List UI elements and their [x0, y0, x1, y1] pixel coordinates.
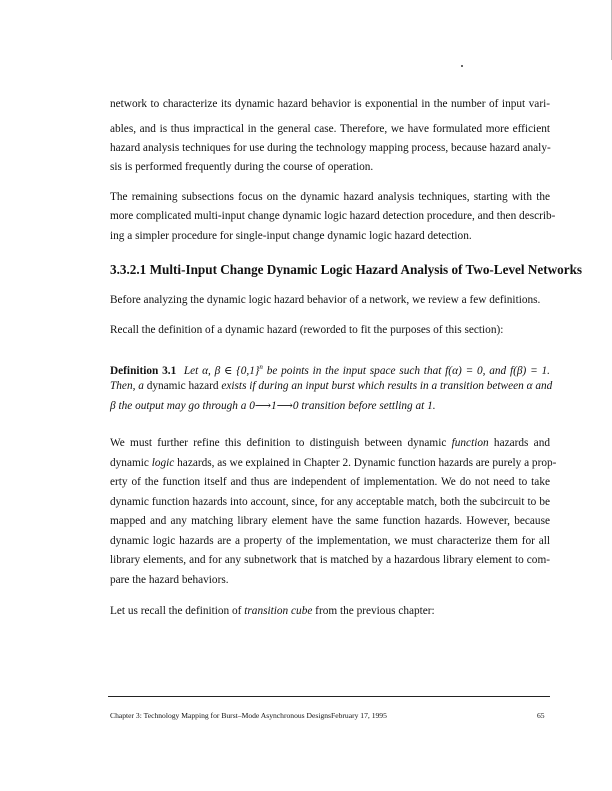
paragraph2-line: The remaining subsections focus on the dynamic hazard analysis techniques, starting with the — [110, 191, 550, 203]
footer-text: Chapter 3: Technology Mapping for Burst–Mode Asynchronous DesignsFebruary 17, 1995 — [110, 711, 387, 720]
paragraph4-line — [110, 436, 550, 450]
emphasis: function — [451, 437, 489, 449]
section-heading: 3.3.2.1 Multi-Input Change Dynamic Logic Hazard Analysis of Two-Level Networks — [110, 262, 583, 277]
text-run: dynamic — [110, 457, 152, 469]
paragraph2-line: ing a simpler procedure for single-input change dynamic logic hazard detection. — [110, 230, 472, 242]
recall-sentence: Recall the definition of a dynamic hazard (reworded to fit the purposes of this section): — [110, 324, 504, 336]
paragraph1-line: network to characterize its dynamic hazard behavior is exponential in the number of input vari- — [110, 98, 550, 110]
paragraph2-line: more complicated multi-input change dynamic logic hazard detection procedure, and then describ- — [110, 210, 556, 222]
scan-speck — [461, 65, 463, 67]
paragraph4-line: pare the hazard behaviors. — [110, 574, 229, 586]
text-run: hazards, as we explained in Chapter 2. Dynamic function hazards are purely a prop- — [174, 457, 557, 469]
paragraph4-line: mapped and any matching library element have the same function hazards. However, because — [110, 515, 550, 527]
paragraph1-line: hazard analysis techniques for use during the technology mapping process, because hazard analy- — [110, 142, 551, 154]
definition-text: exists if during an input burst which results in a transition between α and — [218, 380, 553, 392]
paragraph1-line: ables, and is thus impractical in the general case. Therefore, we have formulated more efficient — [110, 123, 550, 135]
definition-text: Let α, β ∈ {0,1} — [183, 364, 260, 377]
definition-label: Definition 3.1 — [110, 364, 177, 377]
paragraph1-line: sis is performed frequently during the course of operation. — [110, 161, 374, 173]
intro-sentence: Before analyzing the dynamic logic hazard behavior of a network, we review a few definitions. — [110, 294, 541, 306]
text-run: We must further refine this definition to distinguish between dynamic — [110, 437, 452, 449]
definition-line-2 — [110, 379, 553, 393]
definition-text: Then, a — [110, 380, 147, 392]
emphasis: logic — [151, 457, 175, 469]
paragraph4-line: library elements, and for any subnetwork that is matched by a hazardous library element to com- — [110, 554, 550, 566]
text-run: from the previous chapter: — [312, 605, 435, 617]
definition-text: be points in the input space such that f(α) = 0, and f(β) = 1. — [262, 364, 550, 377]
paragraph4-line: erty of the function itself and thus are independent of implementation. We do not need to take — [110, 476, 550, 488]
definition-line-3: β the output may go through a 0⟶1⟶0 transition before settling at 1. — [110, 400, 436, 412]
footer-rule — [108, 696, 550, 697]
definition-superscript: n — [259, 363, 263, 371]
emphasis: transition cube — [244, 605, 313, 617]
paragraph4-line: dynamic function hazards into account, since, for any acceptable match, both the subcircuit to be — [110, 496, 550, 508]
closing-sentence — [110, 604, 550, 618]
paragraph4-line: dynamic logic hazards are a property of the implementation, we must characterize them for all — [110, 535, 550, 547]
text-run: hazards and — [488, 437, 550, 449]
text-run: Let us recall the definition of — [110, 605, 245, 617]
definition-term: dynamic hazard — [146, 380, 219, 392]
definition-line-1 — [110, 360, 550, 378]
page-number: 65 — [537, 711, 545, 720]
paragraph4-line — [110, 456, 557, 470]
